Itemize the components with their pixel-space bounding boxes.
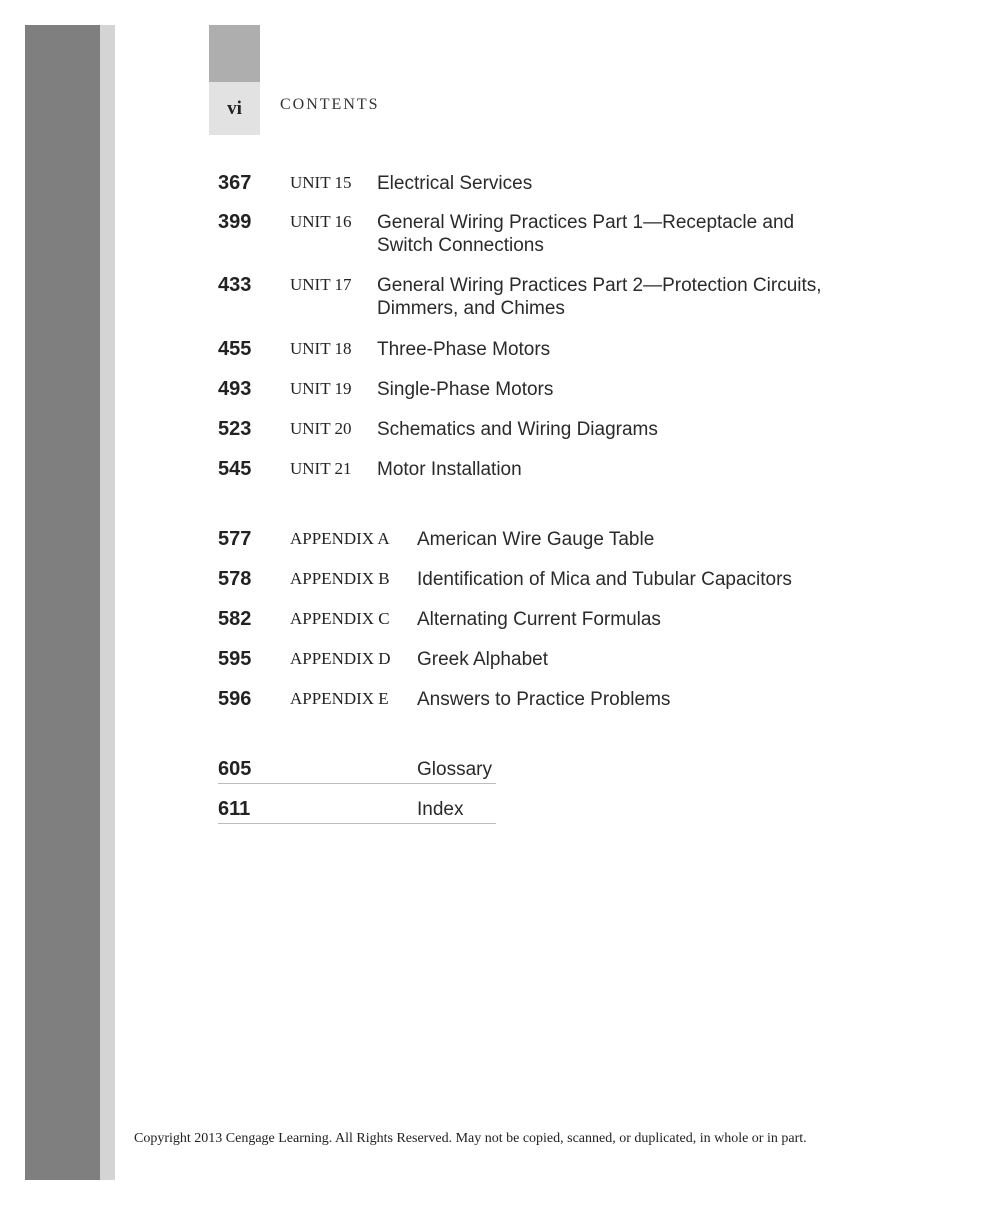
toc-entry-title: Answers to Practice Problems [417, 689, 671, 710]
toc-entry-title: Greek Alphabet [417, 649, 548, 670]
toc-entry-title: Three-Phase Motors [377, 339, 551, 360]
toc-page-number: 523 [218, 418, 252, 440]
toc-entry-title: Schematics and Wiring Diagrams [377, 419, 658, 440]
toc-entry-title: Electrical Services [377, 173, 533, 194]
toc-appendix-label: APPENDIX D [290, 649, 391, 668]
page-edge-band-light [100, 25, 115, 1180]
toc-page-number: 582 [218, 608, 252, 630]
toc-entry-title: Index [417, 799, 464, 820]
toc-page-number: 578 [218, 568, 252, 590]
toc-unit-label: UNIT 20 [290, 419, 352, 438]
page-edge-band [25, 25, 100, 1180]
toc-entry-title: Single-Phase Motors [377, 379, 554, 400]
toc-page-number: 493 [218, 378, 252, 400]
toc-unit-label: UNIT 18 [290, 339, 352, 358]
toc-appendix-label: APPENDIX C [290, 609, 390, 628]
toc-page-number: 399 [218, 211, 252, 233]
toc-entry-title: Identification of Mica and Tubular Capacitors [417, 569, 792, 590]
running-head: CONTENTS [280, 96, 380, 113]
toc-entry-title: Motor Installation [377, 459, 522, 480]
toc-page-number: 433 [218, 274, 252, 296]
toc-unit-label: UNIT 16 [290, 212, 352, 231]
toc-entry-title: Alternating Current Formulas [417, 609, 661, 630]
toc-entry-title: American Wire Gauge Table [417, 529, 655, 550]
toc-unit-label: UNIT 17 [290, 275, 352, 294]
toc-page-number: 596 [218, 688, 252, 710]
toc-page-number: 605 [218, 758, 252, 780]
toc-entry-title: Glossary [417, 759, 492, 780]
page-tab-block [209, 25, 260, 82]
toc-entry-title: General Wiring Practices Part 2—Protection Circuits, Dimmers, and Chimes [377, 275, 822, 319]
toc-page-number: 545 [218, 458, 252, 480]
toc-unit-label: UNIT 19 [290, 379, 352, 398]
toc-entry-title: General Wiring Practices Part 1—Receptacle and Switch Connections [377, 212, 795, 256]
toc-page-number: 367 [218, 172, 252, 194]
divider-rule [218, 823, 496, 824]
toc-page-number: 595 [218, 648, 252, 670]
toc-unit-label: UNIT 21 [290, 459, 352, 478]
toc-page-number: 611 [218, 798, 251, 820]
toc-appendix-label: APPENDIX B [290, 569, 390, 588]
toc-unit-label: UNIT 15 [290, 173, 352, 192]
toc-page-number: 577 [218, 528, 252, 550]
page-number: vi [209, 82, 260, 135]
divider-rule [218, 783, 496, 784]
copyright-notice: Copyright 2013 Cengage Learning. All Rights Reserved. May not be copied, scanned, or duplicated, in whole or in part. [134, 1131, 807, 1146]
toc-page-number: 455 [218, 338, 252, 360]
toc-appendix-label: APPENDIX A [290, 529, 390, 548]
toc-appendix-label: APPENDIX E [290, 689, 389, 708]
